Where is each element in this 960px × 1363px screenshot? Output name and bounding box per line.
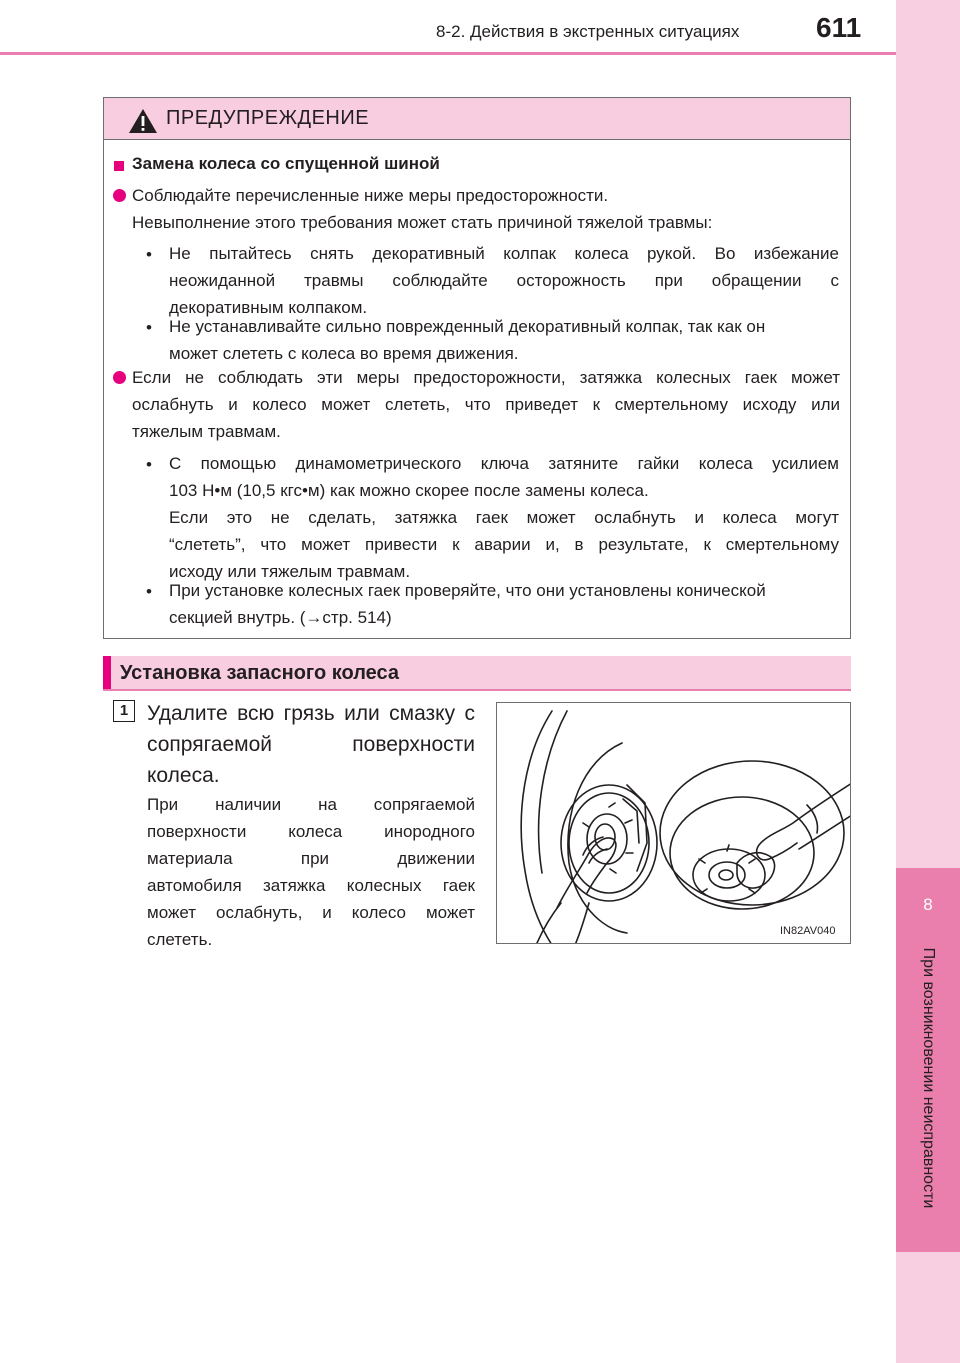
wheel-cleaning-illustration xyxy=(497,703,851,944)
warning-text-line: При установке колесных гаек проверяйте, что они установлены конической xyxy=(169,581,766,600)
section-heading-accent xyxy=(103,656,111,690)
warning-text-line: исходу или тяжелым травмам. xyxy=(169,562,411,581)
step-number-box: 1 xyxy=(113,700,135,722)
warning-text-line: тяжелым травмам. xyxy=(132,422,281,441)
illustration-frame xyxy=(496,702,851,944)
list-bullet: • xyxy=(146,318,152,337)
step-description-line: материала при движении xyxy=(147,849,475,868)
step-description-line: поверхности колеса инородного xyxy=(147,822,475,841)
warning-text-line: ослабнуть и колесо может слететь, что приведет к смертельному исходу или xyxy=(132,395,840,414)
header-section-title: 8-2. Действия в экстренных ситуациях xyxy=(436,22,740,41)
subheading-square-icon xyxy=(114,161,124,171)
warning-header xyxy=(104,98,850,140)
warning-text-line: Невыполнение этого требования может стать причиной тяжелой травмы: xyxy=(132,213,713,232)
warning-text-line: декоративным колпаком. xyxy=(169,298,368,317)
step-title-line: Удалите всю грязь или смазку с xyxy=(147,702,475,725)
warning-text-line: С помощью динамометрического ключа затяните гайки колеса усилием xyxy=(169,454,839,473)
warning-text-line: неожиданной травмы соблюдайте осторожность при обращении с xyxy=(169,271,839,290)
step-description-line: автомобиля затяжка колесных гаек xyxy=(147,876,475,895)
warning-subheading: Замена колеса со спущенной шиной xyxy=(132,154,440,173)
step-title-line: сопрягаемой поверхности xyxy=(147,733,475,756)
warning-text-line: Если это не сделать, затяжка гаек может ослабнуть и колеса могут xyxy=(169,508,839,527)
warning-triangle-icon xyxy=(128,108,158,134)
header-divider xyxy=(0,52,896,55)
page-number: 611 xyxy=(816,12,862,43)
warning-text-line: Не устанавливайте сильно поврежденный декоративный колпак, так как он xyxy=(169,317,766,336)
list-bullet: • xyxy=(146,582,152,601)
warning-text-line: Если не соблюдать эти меры предосторожности, затяжка колесных гаек может xyxy=(132,368,840,387)
warning-text-line: может слететь с колеса во время движения. xyxy=(169,344,519,363)
item-bullet-dot-icon xyxy=(113,371,126,384)
list-bullet: • xyxy=(146,455,152,474)
side-tab-chapter-title: При возникновении неисправности xyxy=(920,947,937,1209)
step-description-line: может ослабнуть, и колесо может xyxy=(147,903,475,922)
step-description-line: При наличии на сопрягаемой xyxy=(147,795,475,814)
step-title-line: колеса. xyxy=(147,764,220,787)
side-tab-chapter-number: 8 xyxy=(923,895,933,914)
warning-title: ПРЕДУПРЕЖДЕНИЕ xyxy=(166,107,370,129)
warning-text-line: “слететь”, что может привести к аварии и, в результате, к смертельному xyxy=(169,535,839,554)
section-title: Установка запасного колеса xyxy=(120,662,400,684)
list-bullet: • xyxy=(146,245,152,264)
item-bullet-dot-icon xyxy=(113,189,126,202)
warning-text-line: Не пытайтесь снять декоративный колпак колеса рукой. Во избежание xyxy=(169,244,839,263)
warning-text-line: секцией внутрь. (→стр. 514) xyxy=(169,608,392,627)
warning-text-line: Соблюдайте перечисленные ниже меры предосторожности. xyxy=(132,186,609,205)
step-description-line: слететь. xyxy=(147,930,213,949)
illustration-code: IN82AV040 xyxy=(780,925,836,937)
warning-text-line: 103 Н•м (10,5 кгс•м) как можно скорее после замены колеса. xyxy=(169,481,649,500)
section-heading-underline xyxy=(103,689,851,691)
